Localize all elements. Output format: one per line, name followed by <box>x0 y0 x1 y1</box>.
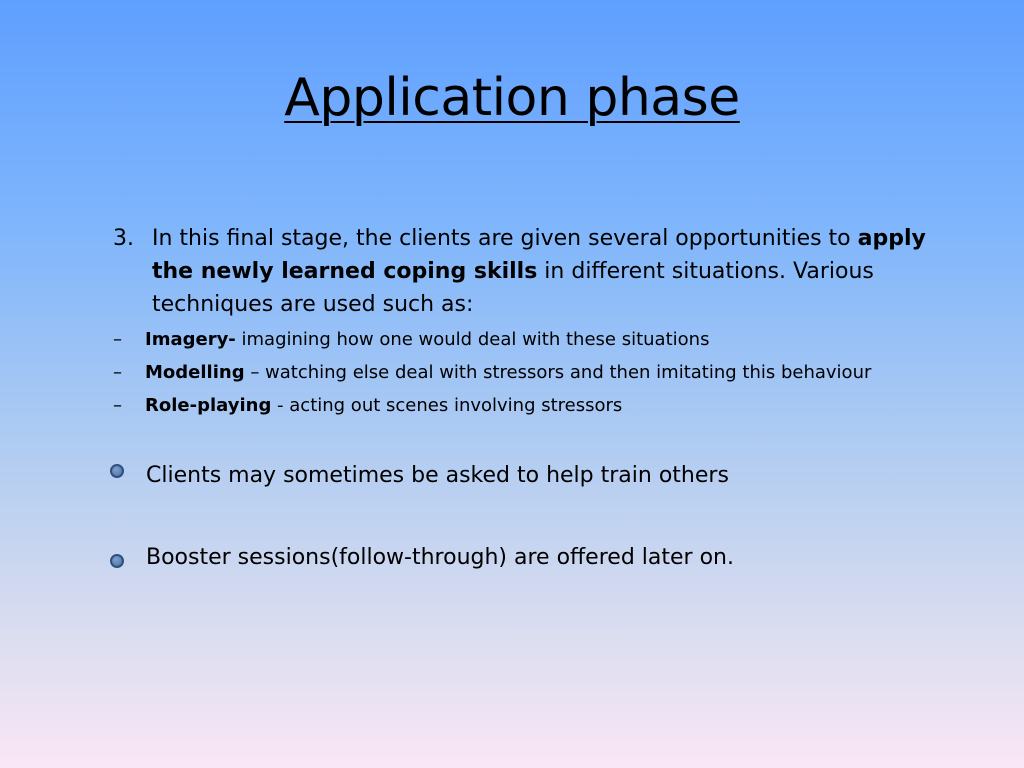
item-text-after: in different situations. Various techniques are used such as: <box>152 259 874 317</box>
sub-item-role-playing <box>113 394 913 418</box>
item-text-bold: apply the newly learned coping skills <box>152 226 926 284</box>
numbered-item <box>113 222 953 321</box>
bullet-item-train-others <box>110 461 910 491</box>
sub-item-term: Imagery- <box>145 329 236 350</box>
dash-marker: – <box>113 395 122 416</box>
item-text-before: In this final stage, the clients are given several opportunities to <box>152 226 858 251</box>
slide-title: Application phase <box>284 68 740 128</box>
dash-marker: – <box>113 329 122 350</box>
bullet-item-booster-sessions <box>110 543 910 573</box>
bullet-dot-icon <box>110 464 124 478</box>
item-number: 3. <box>113 226 134 251</box>
dash-marker: – <box>113 362 122 383</box>
sub-item-description: – watching else deal with stressors and then imitating this behaviour <box>244 362 872 383</box>
item-text <box>152 222 952 321</box>
sub-item-term: Role-playing <box>145 395 272 416</box>
bullet-text: Clients may sometimes be asked to help train others <box>146 463 729 488</box>
sub-item-term: Modelling <box>145 362 245 383</box>
sub-item-modelling <box>113 361 913 385</box>
bullet-text: Booster sessions(follow-through) are offered later on. <box>146 545 734 570</box>
sub-item-description: imagining how one would deal with these situations <box>235 329 710 350</box>
sub-item-description: - acting out scenes involving stressors <box>271 395 623 416</box>
bullet-dot-icon <box>110 554 124 568</box>
sub-item-imagery <box>113 328 913 352</box>
